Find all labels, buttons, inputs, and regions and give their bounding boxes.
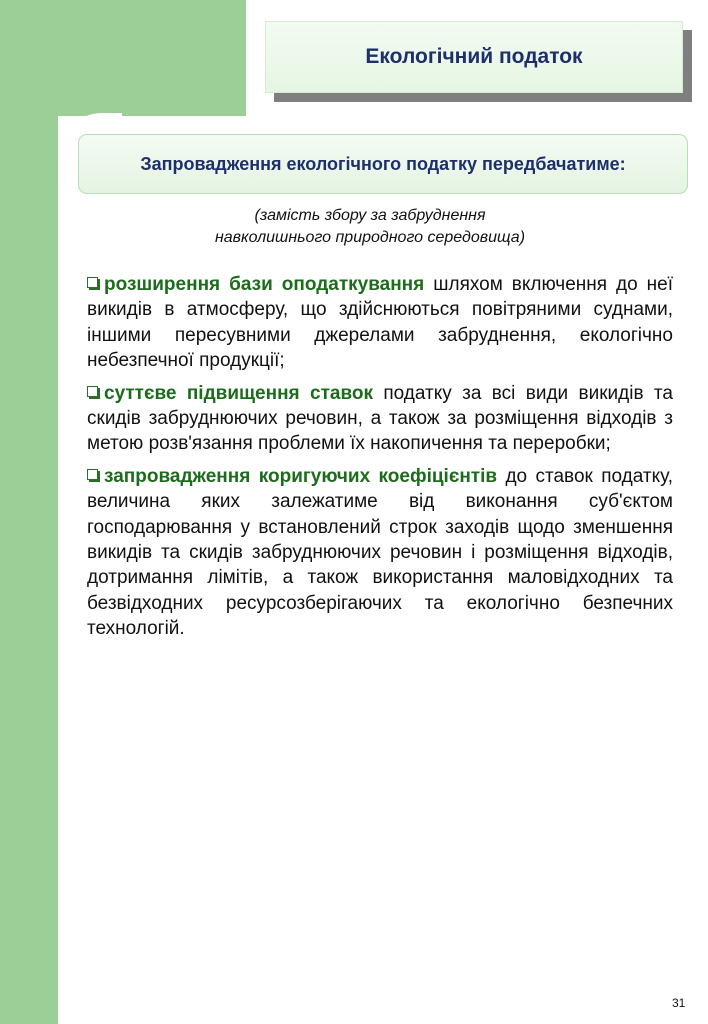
subtitle-box xyxy=(78,134,688,194)
item-text: до ставок податку, величина яких залежатиме від виконання суб'єктом господарювання у встановлений строк заходів щодо зменшення викидів та скидів забруднюючих речовин і розміщення відходів, дотримання лімітів, а також використання маловідходних та безвідходних ресурсозберігаючих та екологічно безпечних технологій. xyxy=(87,465,673,640)
note-line-1: (замість збору за забруднення xyxy=(254,207,486,224)
square-bullet-icon xyxy=(87,277,98,288)
note xyxy=(150,205,590,249)
list-item xyxy=(87,381,673,457)
slide-title: Екологічний податок xyxy=(365,45,583,68)
item-text: податку за всі види викидів та скидів забруднюючих речовин, а також за розміщення відходів з метою розв'язання проблеми їх накопичення та переробки; xyxy=(87,382,673,455)
slide-subtitle: Запровадження екологічного податку передбачатиме: xyxy=(140,153,626,174)
item-highlight: розширення бази оподаткування xyxy=(104,274,425,295)
bullet-list xyxy=(87,272,673,649)
top-left-decor-block xyxy=(0,0,246,116)
title-box xyxy=(265,21,683,93)
item-text: шляхом включення до неї викидів в атмосферу, що здійснюються повітряними суднами, іншими пересувними джерелами забруднення, екологічно небезпечної продукції; xyxy=(87,274,673,372)
list-item xyxy=(87,464,673,642)
page-number: 31 xyxy=(672,996,686,1010)
list-item xyxy=(87,272,673,374)
square-bullet-icon xyxy=(87,386,98,397)
square-bullet-icon xyxy=(87,469,98,480)
item-highlight: запровадження коригуючих коефіцієнтів xyxy=(104,465,498,487)
note-line-2: навколишнього природного середовища) xyxy=(214,229,526,246)
left-decor-strip xyxy=(0,0,58,1024)
item-highlight: суттєве підвищення ставок xyxy=(104,382,373,404)
